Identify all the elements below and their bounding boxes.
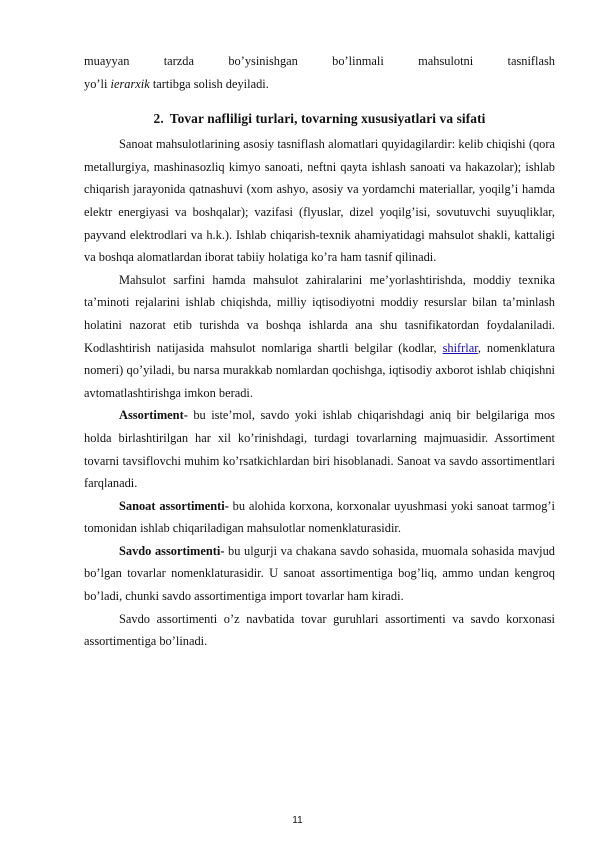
section-heading [84, 108, 555, 130]
paragraph-savdo-guruhlari: Savdo assortimenti o’z navbatida tovar guruhlari assortimenti va savdo korxonasi assortimentiga bo’linadi. [84, 611, 555, 649]
intro-line-1: muayyan tarzda bo’ysinishgan bo’linmali mahsulotni tasniflash [84, 54, 555, 68]
section-number: 2. [153, 111, 164, 127]
section-title: Tovar nafliligi turlari, tovarning xususiyatlari va sifati [169, 111, 486, 127]
definition-sanoat-assortimenti: bu alohida korxona, korxonalar uyushmasi yoki sanoat tarmog’i tomonidan ishlab chiqariladigan mahsulotlar nomenklaturasidir. [84, 498, 555, 536]
shifrlar-link[interactable]: shifrlar [442, 340, 478, 355]
paragraph-coding-pre: Mahsulot sarfini hamda mahsulot zahiralarini me’yorlashtirishda, moddiy texnika ta’minoti rejalarini ishlab chiqishda, milliy iqtisodiyotni moddiy resurslar bilan ta’minlash holatini nazorat etib turishda va boshqa ishlarda ana shu tasnifikatordan foydalaniladi. Kodlashtirish natijasida mahsulot nomlariga shartli belgilar (kodlar, [84, 272, 555, 355]
paragraph-savdo-assortimenti [84, 540, 555, 608]
intro-term-ierarxik: ierarxik [110, 76, 150, 91]
definition-savdo-assortimenti: bu ulgurji va chakana savdo sohasida, muomala sohasida mavjud bo’lgan tovarlar nomenklaturasidir. U sanoat assortimentiga bog’liq, ammo undan kengroq bo’ladi, chunki savdo assortimentiga import tovarlar ham kiradi. [84, 543, 555, 604]
paragraph-coding-post: , nomenklatura nomeri) qo’yiladi, bu narsa murakkab nomlardan qochishga, iqtisodiy axborot ishlab chiqishni avtomatlashtirishga imkon beradi. [84, 340, 556, 400]
paragraph-coding [84, 269, 555, 405]
paragraph-sanoat-assortimenti [84, 495, 555, 540]
term-savdo-assortimenti: Savdo assortimenti- [119, 543, 225, 558]
paragraph-classification: Sanoat mahsulotlarining asosiy tasniflash alomatlari quyidagilardir: kelib chiqishi (qora metallurgiya, mashinasozliq kimyo sanoati, neftni qayta ishlash sanoati va hakazolar); ishlab chiqarish jarayonida qatnashuvi (xom ashyo, asosiy va yordamchi materiallar, yoqilg’i hamda elektr energiyasi va boshqalar); vazifasi (flyuslar, dizel yoqilg’isi, sovutuvchi suyuqliklar, payvand elektrodlari va h.k.). Ishlab chiqarish-texnik ahamiyatidagi mahsulot shakli, kattaligi va boshqa alomatlardan iborat tabiiy holatiga ko’ra ham tasnif qilinadi. [84, 137, 555, 265]
intro-line-2-post: tartibga solish deyiladi. [149, 76, 269, 91]
page-number: 11 [292, 815, 303, 826]
definition-assortiment: bu iste’mol, savdo yoki ishlab chiqarishdagi aniq bir belgilariga mos holda birlashtirilgan har xil ko’rinishdagi, turdagi tovarlarning majmuasidir. Assortiment tovarni tavsiflovchi muhim ko’rsatkichlardan biri hisoblanadi. Sanoat va savdo assortimentlari farqlanadi. [84, 408, 555, 491]
intro-line-2 [84, 73, 555, 96]
intro-line-2-pre: yo’li [84, 76, 111, 91]
paragraph-assortiment [84, 404, 555, 494]
term-assortiment: Assortiment- [119, 408, 188, 423]
term-sanoat-assortimenti: Sanoat assortimenti- [119, 498, 229, 513]
document-page [84, 50, 555, 653]
